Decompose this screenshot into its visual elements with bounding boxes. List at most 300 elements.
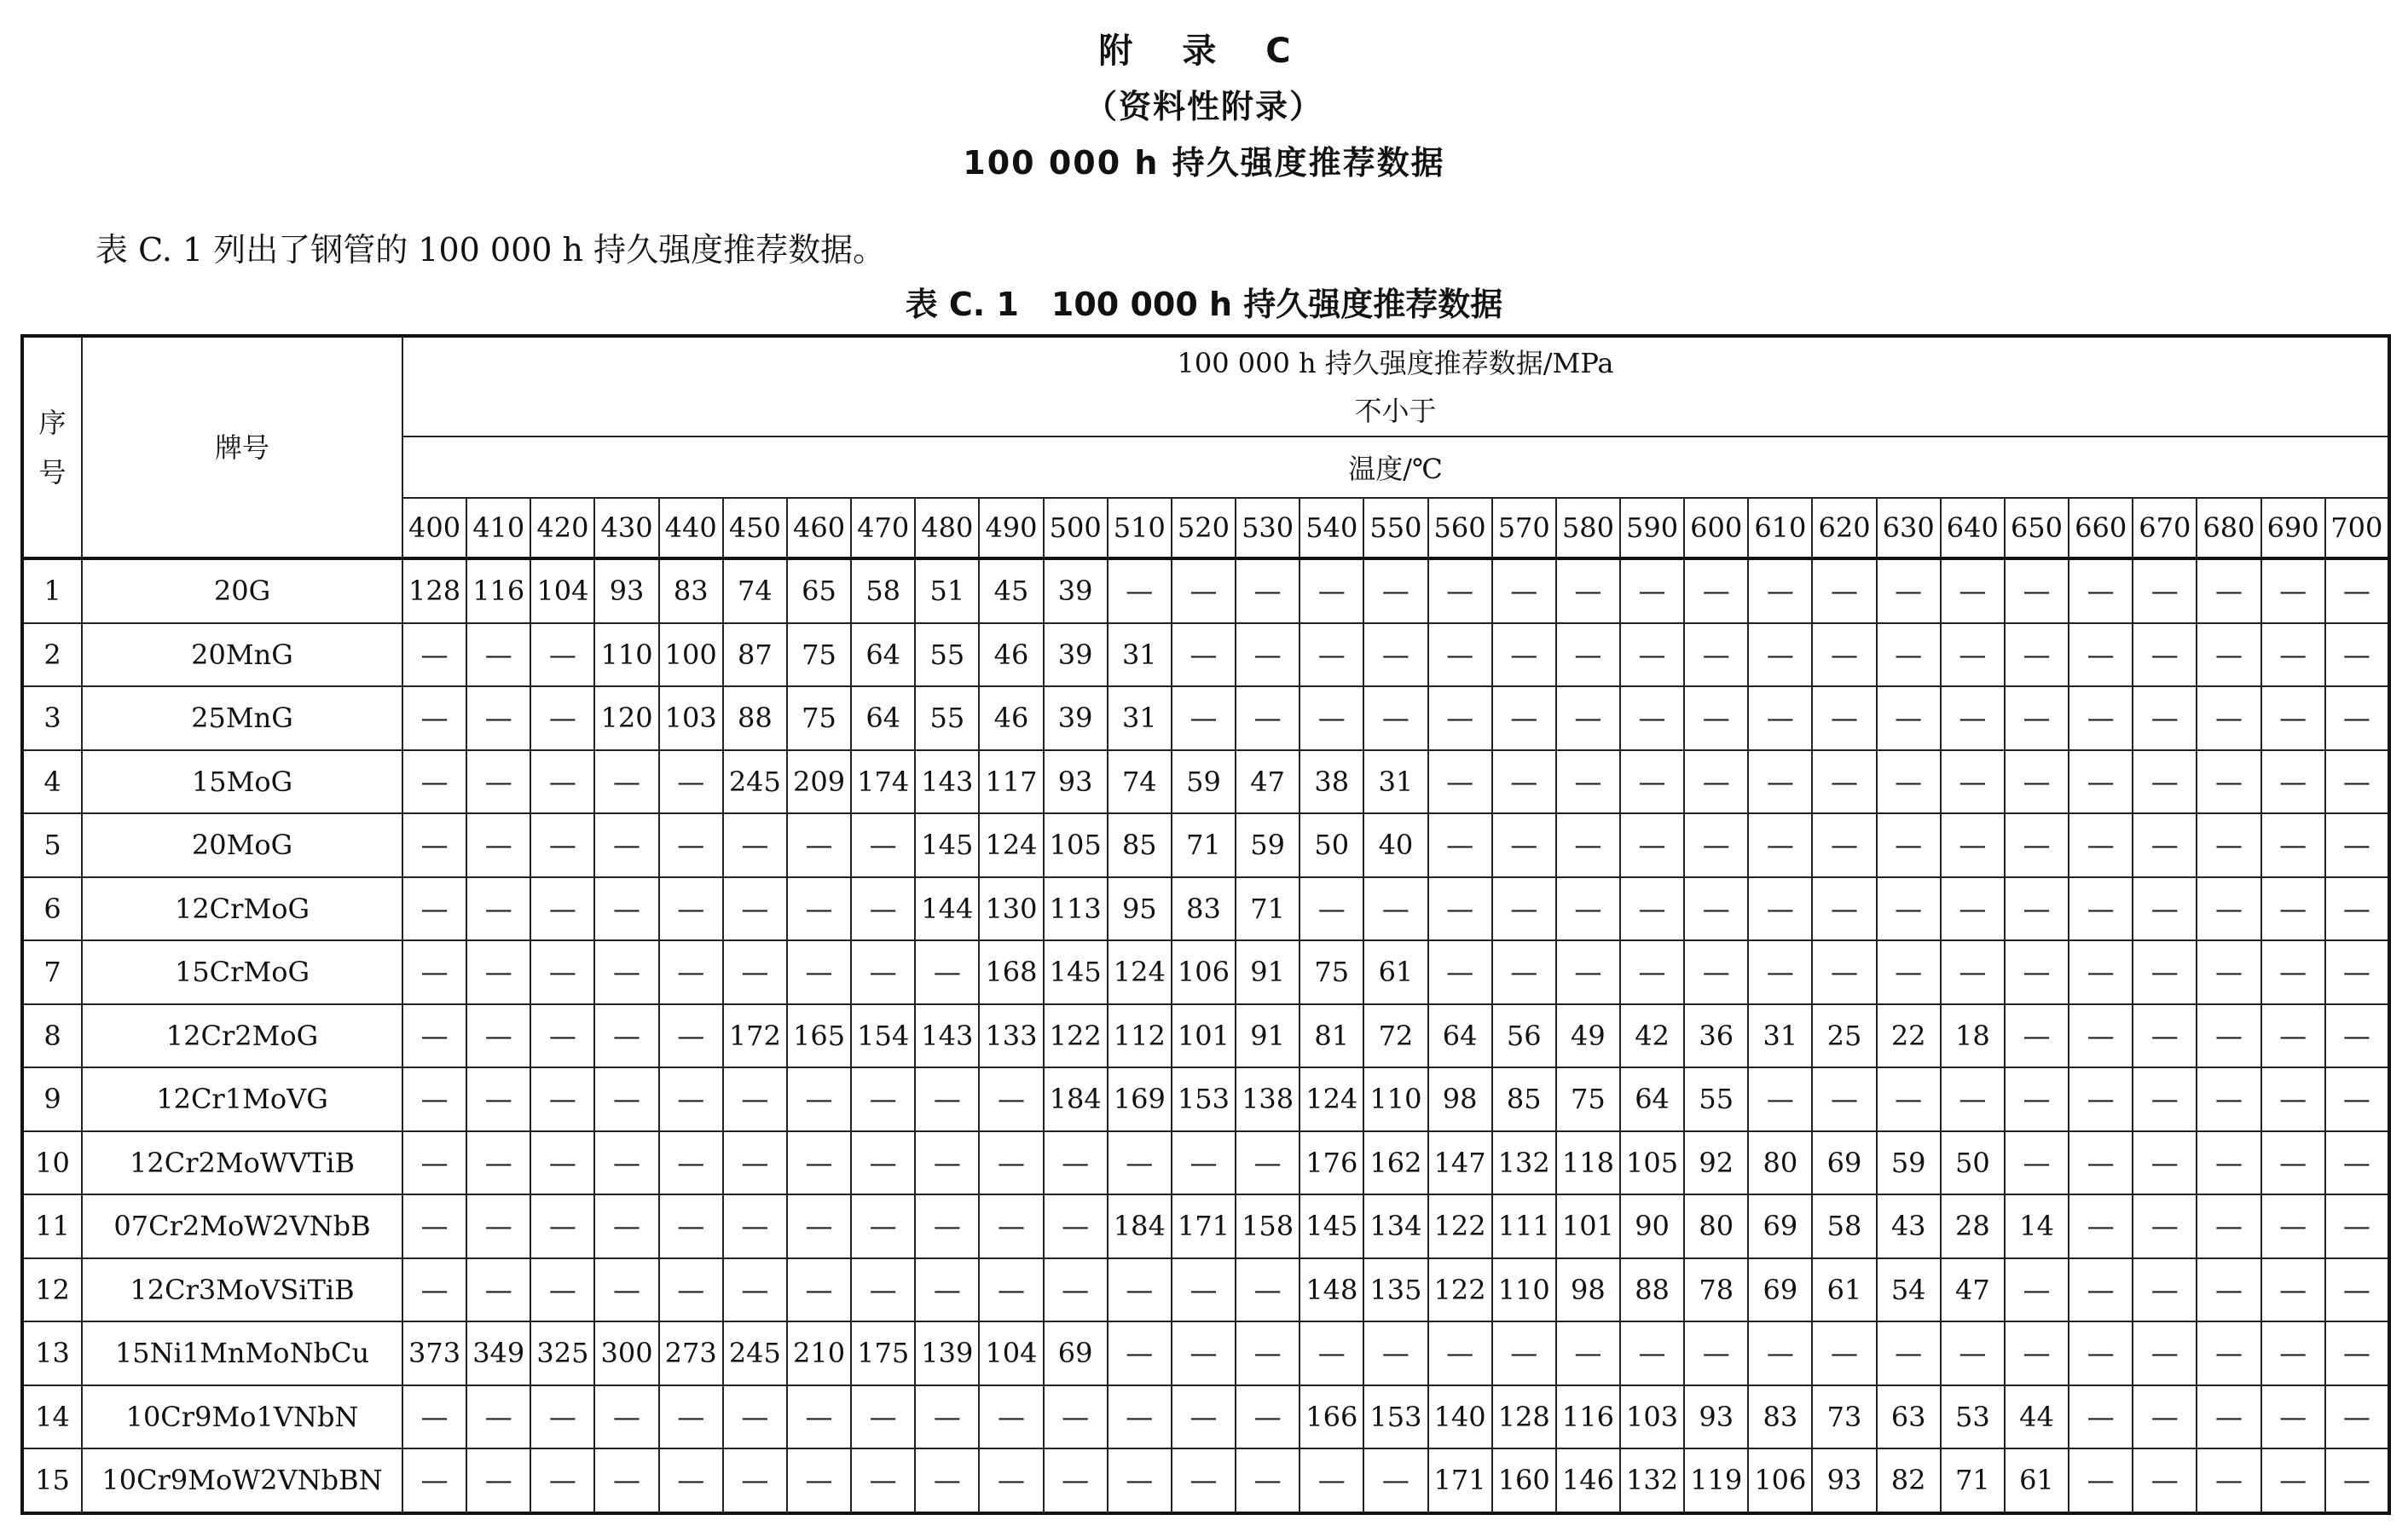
strength-value-cell: — (2261, 1004, 2325, 1068)
strength-value-cell: — (1044, 1448, 1108, 1513)
row-serial-number: 10 (22, 1131, 82, 1195)
strength-value-cell: 31 (1108, 623, 1172, 687)
temperature-header-cell: 540 (1300, 498, 1363, 558)
strength-value-cell: — (2325, 623, 2389, 687)
strength-value-cell: — (2069, 1258, 2133, 1322)
strength-value-cell: — (915, 1385, 979, 1449)
strength-value-cell: 174 (851, 750, 915, 814)
header-serial-number (22, 336, 82, 558)
strength-value-cell: 117 (979, 750, 1043, 814)
strength-value-cell: 40 (1363, 813, 1427, 877)
strength-value-cell: 22 (1877, 1004, 1941, 1068)
strength-value-cell: — (979, 1385, 1043, 1449)
strength-value-cell: 14 (2005, 1194, 2069, 1258)
strength-value-cell: — (594, 813, 658, 877)
strength-value-cell: 59 (1236, 813, 1300, 877)
strength-value-cell: 43 (1877, 1194, 1941, 1258)
strength-value-cell: 69 (1748, 1194, 1812, 1258)
strength-value-cell: — (2197, 877, 2260, 941)
strength-value-cell: — (2197, 1321, 2260, 1385)
temperature-header-cell: 610 (1748, 498, 1812, 558)
strength-value-cell: — (1877, 1321, 1941, 1385)
strength-value-cell: — (1941, 1321, 2005, 1385)
strength-value-cell: 128 (402, 558, 466, 623)
strength-value-cell: — (2261, 877, 2325, 941)
strength-value-cell: — (1684, 877, 1748, 941)
strength-value-cell: — (1172, 1448, 1236, 1513)
strength-value-cell: 153 (1363, 1385, 1427, 1449)
strength-value-cell: — (1236, 1321, 1300, 1385)
strength-value-cell: 71 (1172, 813, 1236, 877)
strength-value-cell: — (1108, 1385, 1172, 1449)
strength-value-cell: — (1877, 623, 1941, 687)
strength-value-cell: — (2005, 623, 2069, 687)
strength-value-cell: — (1620, 686, 1684, 750)
strength-value-cell: — (915, 1258, 979, 1322)
strength-value-cell: — (2197, 686, 2260, 750)
strength-value-cell: — (659, 813, 723, 877)
row-serial-number: 13 (22, 1321, 82, 1385)
strength-value-cell: — (1620, 558, 1684, 623)
strength-value-cell: — (2005, 877, 2069, 941)
strength-value-cell: 105 (1620, 1131, 1684, 1195)
strength-value-cell: — (2197, 940, 2260, 1004)
table-row (22, 750, 2389, 814)
row-serial-number: 4 (22, 750, 82, 814)
strength-value-cell: — (594, 1385, 658, 1449)
strength-value-cell: — (2069, 813, 2133, 877)
strength-value-cell: 80 (1748, 1131, 1812, 1195)
strength-value-cell: — (1812, 558, 1876, 623)
strength-value-cell: — (1363, 686, 1427, 750)
strength-value-cell: — (402, 1194, 466, 1258)
strength-value-cell: — (787, 813, 851, 877)
strength-value-cell: — (1684, 1321, 1748, 1385)
strength-value-cell: 98 (1556, 1258, 1620, 1322)
temperature-header-cell: 700 (2325, 498, 2389, 558)
strength-value-cell: 64 (851, 623, 915, 687)
row-grade: 10Cr9MoW2VNbBN (82, 1448, 402, 1513)
strength-value-cell: 158 (1236, 1194, 1300, 1258)
strength-value-cell: 162 (1363, 1131, 1427, 1195)
strength-value-cell: 104 (979, 1321, 1043, 1385)
strength-value-cell: 128 (1492, 1385, 1556, 1449)
row-grade: 12CrMoG (82, 877, 402, 941)
strength-value-cell: 25 (1812, 1004, 1876, 1068)
temperature-header-cell: 680 (2197, 498, 2260, 558)
strength-value-cell: — (851, 940, 915, 1004)
strength-value-cell: 103 (1620, 1385, 1684, 1449)
strength-value-cell: 51 (915, 558, 979, 623)
strength-value-cell: — (659, 1194, 723, 1258)
strength-value-cell: — (851, 1258, 915, 1322)
strength-value-cell: — (530, 1385, 594, 1449)
strength-value-cell: — (1941, 940, 2005, 1004)
row-grade: 12Cr3MoVSiTiB (82, 1258, 402, 1322)
strength-value-cell: — (1492, 750, 1556, 814)
strength-value-cell: 61 (2005, 1448, 2069, 1513)
strength-value-cell: — (1492, 877, 1556, 941)
table-row (22, 558, 2389, 623)
strength-value-cell: — (466, 1385, 530, 1449)
strength-value-cell: — (2325, 1194, 2389, 1258)
strength-value-cell: 92 (1684, 1131, 1748, 1195)
strength-value-cell: — (979, 1131, 1043, 1195)
strength-value-cell: — (787, 1448, 851, 1513)
strength-value-cell: — (1748, 686, 1812, 750)
strength-value-cell: — (1172, 1258, 1236, 1322)
strength-value-cell: — (2133, 813, 2197, 877)
row-serial-number: 12 (22, 1258, 82, 1322)
strength-value-cell: — (1812, 813, 1876, 877)
row-grade: 20G (82, 558, 402, 623)
strength-value-cell: — (530, 877, 594, 941)
strength-value-cell: 122 (1428, 1258, 1492, 1322)
strength-value-cell: — (2325, 813, 2389, 877)
strength-value-cell: 46 (979, 686, 1043, 750)
strength-value-cell: 245 (723, 1321, 787, 1385)
strength-value-cell: — (659, 1448, 723, 1513)
strength-value-cell: — (2069, 1385, 2133, 1449)
strength-value-cell: — (1236, 1258, 1300, 1322)
strength-value-cell: 36 (1684, 1004, 1748, 1068)
strength-value-cell: 61 (1363, 940, 1427, 1004)
header-strength-label: 100 000 h 持久强度推荐数据/MPa (1177, 346, 1614, 379)
strength-value-cell: 140 (1428, 1385, 1492, 1449)
row-serial-number: 14 (22, 1385, 82, 1449)
strength-value-cell: — (723, 813, 787, 877)
header-temperature-label: 温度/℃ (402, 436, 2389, 498)
strength-value-cell: — (723, 1258, 787, 1322)
strength-value-cell: — (2005, 1004, 2069, 1068)
strength-value-cell: — (402, 1448, 466, 1513)
appendix-type: （资料性附录） (1084, 88, 1323, 125)
strength-value-cell: — (1172, 623, 1236, 687)
strength-value-cell: 72 (1363, 1004, 1427, 1068)
temperature-header-cell: 600 (1684, 498, 1748, 558)
table-row (22, 940, 2389, 1004)
table-row (22, 1131, 2389, 1195)
strength-value-cell: — (915, 1448, 979, 1513)
temperature-header-cell: 520 (1172, 498, 1236, 558)
strength-value-cell: 93 (1684, 1385, 1748, 1449)
strength-value-cell: — (1363, 1448, 1427, 1513)
strength-value-cell: 110 (594, 623, 658, 687)
strength-value-cell: — (1812, 750, 1876, 814)
row-grade: 12Cr1MoVG (82, 1067, 402, 1131)
strength-value-cell: 166 (1300, 1385, 1363, 1449)
strength-value-cell: — (659, 1004, 723, 1068)
table-row (22, 1321, 2389, 1385)
strength-value-cell: — (530, 1448, 594, 1513)
strength-value-cell: — (851, 813, 915, 877)
temperature-header-cell: 570 (1492, 498, 1556, 558)
strength-value-cell: 122 (1044, 1004, 1108, 1068)
strength-value-cell: — (2069, 558, 2133, 623)
temperature-header-cell: 500 (1044, 498, 1108, 558)
strength-value-cell: 55 (1684, 1067, 1748, 1131)
strength-value-cell: — (2005, 813, 2069, 877)
table-row (22, 877, 2389, 941)
strength-value-cell: 98 (1428, 1067, 1492, 1131)
strength-value-cell: — (723, 940, 787, 1004)
strength-value-cell: 154 (851, 1004, 915, 1068)
strength-value-cell: — (2325, 686, 2389, 750)
temperature-header-cell: 650 (2005, 498, 2069, 558)
strength-value-cell: — (787, 940, 851, 1004)
strength-value-cell: 184 (1108, 1194, 1172, 1258)
strength-value-cell: — (1363, 877, 1427, 941)
strength-value-cell: — (1748, 1067, 1812, 1131)
strength-value-cell: 122 (1428, 1194, 1492, 1258)
strength-value-cell: — (530, 1067, 594, 1131)
strength-value-cell: 78 (1684, 1258, 1748, 1322)
strength-value-cell: — (1300, 623, 1363, 687)
strength-value-cell: — (530, 686, 594, 750)
strength-value-cell: — (1300, 1448, 1363, 1513)
strength-value-cell: 64 (1428, 1004, 1492, 1068)
strength-value-cell: — (1941, 877, 2005, 941)
strength-value-cell: — (2069, 1321, 2133, 1385)
strength-value-cell: — (594, 1131, 658, 1195)
strength-value-cell: — (402, 940, 466, 1004)
strength-value-cell: 88 (1620, 1258, 1684, 1322)
strength-value-cell: — (1684, 558, 1748, 623)
strength-value-cell: — (1108, 1321, 1172, 1385)
strength-value-cell: — (1236, 1385, 1300, 1449)
table-body (22, 558, 2389, 1513)
strength-value-cell: — (2325, 877, 2389, 941)
strength-value-cell: 133 (979, 1004, 1043, 1068)
strength-value-cell: 90 (1620, 1194, 1684, 1258)
strength-value-cell: — (402, 877, 466, 941)
strength-value-cell: 31 (1748, 1004, 1812, 1068)
strength-value-cell: 168 (979, 940, 1043, 1004)
strength-value-cell: 135 (1363, 1258, 1427, 1322)
strength-value-cell: 132 (1492, 1131, 1556, 1195)
strength-value-cell: — (1428, 558, 1492, 623)
strength-value-cell: — (1044, 1194, 1108, 1258)
strength-value-cell: 91 (1236, 940, 1300, 1004)
strength-value-cell: — (2261, 558, 2325, 623)
strength-value-cell: — (2197, 813, 2260, 877)
strength-value-cell: — (2261, 1321, 2325, 1385)
strength-value-cell: — (851, 1067, 915, 1131)
strength-value-cell: — (915, 940, 979, 1004)
strength-value-cell: — (2325, 1448, 2389, 1513)
strength-value-cell: — (2069, 1004, 2133, 1068)
strength-value-cell: — (723, 1194, 787, 1258)
strength-value-cell: 71 (1941, 1448, 2005, 1513)
strength-value-cell: — (1300, 1321, 1363, 1385)
strength-value-cell: — (1556, 877, 1620, 941)
strength-value-cell: 138 (1236, 1067, 1300, 1131)
strength-value-cell: — (659, 750, 723, 814)
temperature-header-cell: 670 (2133, 498, 2197, 558)
strength-value-cell: — (1877, 686, 1941, 750)
strength-value-cell: — (1748, 558, 1812, 623)
strength-value-cell: 58 (1812, 1194, 1876, 1258)
strength-value-cell: — (2069, 1067, 2133, 1131)
strength-value-cell: 145 (1300, 1194, 1363, 1258)
strength-value-cell: — (2325, 1067, 2389, 1131)
strength-value-cell: 124 (979, 813, 1043, 877)
strength-value-cell: — (2133, 750, 2197, 814)
strength-value-cell: 75 (1556, 1067, 1620, 1131)
strength-value-cell: — (2261, 940, 2325, 1004)
temperature-header-cell: 460 (787, 498, 851, 558)
strength-value-cell: 165 (787, 1004, 851, 1068)
strength-value-cell: 59 (1877, 1131, 1941, 1195)
strength-value-cell: — (466, 813, 530, 877)
temperature-header-cell: 580 (1556, 498, 1620, 558)
strength-value-cell: 104 (530, 558, 594, 623)
appendix-title: 附 录 C (1098, 32, 1310, 71)
strength-value-cell: 147 (1428, 1131, 1492, 1195)
strength-value-cell: — (466, 1448, 530, 1513)
header-serial-number-line2: 号 (38, 455, 67, 489)
header-serial-number-line1: 序 (38, 406, 67, 439)
strength-value-cell: 130 (979, 877, 1043, 941)
strength-value-cell: 46 (979, 623, 1043, 687)
strength-value-cell: — (915, 1067, 979, 1131)
strength-value-cell: — (2005, 1321, 2069, 1385)
header-condition-label: 不小于 (1354, 394, 1437, 427)
strength-value-cell: — (2197, 1067, 2260, 1131)
temperature-header-cell: 430 (594, 498, 658, 558)
strength-value-cell: — (466, 1194, 530, 1258)
strength-value-cell: — (2069, 940, 2133, 1004)
row-grade: 20MnG (82, 623, 402, 687)
temperature-header-cell: 620 (1812, 498, 1876, 558)
strength-value-cell: 56 (1492, 1004, 1556, 1068)
strength-value-cell: 55 (915, 686, 979, 750)
strength-value-cell: — (594, 1258, 658, 1322)
strength-value-cell: — (787, 1385, 851, 1449)
strength-value-cell: 210 (787, 1321, 851, 1385)
strength-value-cell: 143 (915, 1004, 979, 1068)
strength-value-cell: — (1748, 940, 1812, 1004)
strength-value-cell: 148 (1300, 1258, 1363, 1322)
strength-value-cell: 74 (723, 558, 787, 623)
strength-value-cell: 75 (1300, 940, 1363, 1004)
strength-value-cell: 153 (1172, 1067, 1236, 1131)
strength-value-cell: 103 (659, 686, 723, 750)
strength-value-cell: — (2069, 1194, 2133, 1258)
strength-value-cell: — (1748, 813, 1812, 877)
strength-value-cell: — (1748, 750, 1812, 814)
strength-value-cell: — (402, 1385, 466, 1449)
strength-value-cell: — (1363, 558, 1427, 623)
strength-value-cell: — (1236, 1448, 1300, 1513)
strength-value-cell: — (2005, 750, 2069, 814)
strength-value-cell: — (2133, 1448, 2197, 1513)
strength-value-cell: — (1941, 1067, 2005, 1131)
strength-value-cell: — (1812, 877, 1876, 941)
strength-value-cell: — (1877, 940, 1941, 1004)
temperature-header-cell: 490 (979, 498, 1043, 558)
strength-value-cell: — (2133, 1194, 2197, 1258)
temperature-header-cell: 630 (1877, 498, 1941, 558)
strength-value-cell: — (979, 1448, 1043, 1513)
strength-value-cell: — (1172, 1385, 1236, 1449)
strength-value-cell: 82 (1877, 1448, 1941, 1513)
strength-value-cell: — (1877, 558, 1941, 623)
strength-value-cell: 110 (1492, 1258, 1556, 1322)
strength-value-cell: 171 (1428, 1448, 1492, 1513)
strength-value-cell: 58 (851, 558, 915, 623)
strength-value-cell: — (402, 1004, 466, 1068)
strength-table (20, 334, 2391, 1515)
table-row (22, 1194, 2389, 1258)
strength-value-cell: — (1363, 623, 1427, 687)
temperature-header-cell: 660 (2069, 498, 2133, 558)
strength-value-cell: — (1812, 940, 1876, 1004)
strength-value-cell: — (2005, 1067, 2069, 1131)
strength-value-cell: — (402, 813, 466, 877)
strength-value-cell: — (2133, 1004, 2197, 1068)
row-grade: 25MnG (82, 686, 402, 750)
row-serial-number: 15 (22, 1448, 82, 1513)
strength-value-cell: — (979, 1067, 1043, 1131)
strength-value-cell: — (1748, 877, 1812, 941)
strength-value-cell: 85 (1108, 813, 1172, 877)
row-serial-number: 11 (22, 1194, 82, 1258)
strength-value-cell: — (1556, 558, 1620, 623)
strength-value-cell: — (1684, 623, 1748, 687)
strength-value-cell: 245 (723, 750, 787, 814)
strength-value-cell: 112 (1108, 1004, 1172, 1068)
temperature-header-cell: 550 (1363, 498, 1427, 558)
temperature-header-cell: 400 (402, 498, 466, 558)
table-row (22, 623, 2389, 687)
strength-value-cell: — (2325, 1004, 2389, 1068)
strength-value-cell: — (1428, 877, 1492, 941)
strength-value-cell: 75 (787, 623, 851, 687)
strength-value-cell: — (659, 877, 723, 941)
strength-value-cell: — (787, 1258, 851, 1322)
strength-value-cell: — (1363, 1321, 1427, 1385)
strength-value-cell: — (2069, 1131, 2133, 1195)
strength-value-cell: 120 (594, 686, 658, 750)
strength-value-cell: — (466, 1258, 530, 1322)
temperature-header-cell: 510 (1108, 498, 1172, 558)
strength-value-cell: — (723, 1385, 787, 1449)
strength-value-cell: — (1556, 750, 1620, 814)
strength-value-cell: — (659, 940, 723, 1004)
strength-value-cell: — (1941, 813, 2005, 877)
header-grade: 牌号 (82, 336, 402, 558)
strength-value-cell: — (1620, 813, 1684, 877)
strength-value-cell: 145 (915, 813, 979, 877)
table-row (22, 1448, 2389, 1513)
strength-value-cell: 83 (1748, 1385, 1812, 1449)
strength-value-cell: 47 (1941, 1258, 2005, 1322)
strength-value-cell: 80 (1684, 1194, 1748, 1258)
strength-value-cell: 134 (1363, 1194, 1427, 1258)
strength-value-cell: 349 (466, 1321, 530, 1385)
strength-value-cell: 71 (1236, 877, 1300, 941)
strength-value-cell: — (1108, 1448, 1172, 1513)
strength-value-cell: 85 (1492, 1067, 1556, 1131)
strength-value-cell: 110 (1363, 1067, 1427, 1131)
strength-value-cell: 54 (1877, 1258, 1941, 1322)
strength-value-cell: — (402, 686, 466, 750)
strength-value-cell: — (1236, 1131, 1300, 1195)
strength-value-cell: 111 (1492, 1194, 1556, 1258)
appendix-subject: 100 000 h 持久强度推荐数据 (963, 144, 1445, 182)
temperature-header-cell: 410 (466, 498, 530, 558)
